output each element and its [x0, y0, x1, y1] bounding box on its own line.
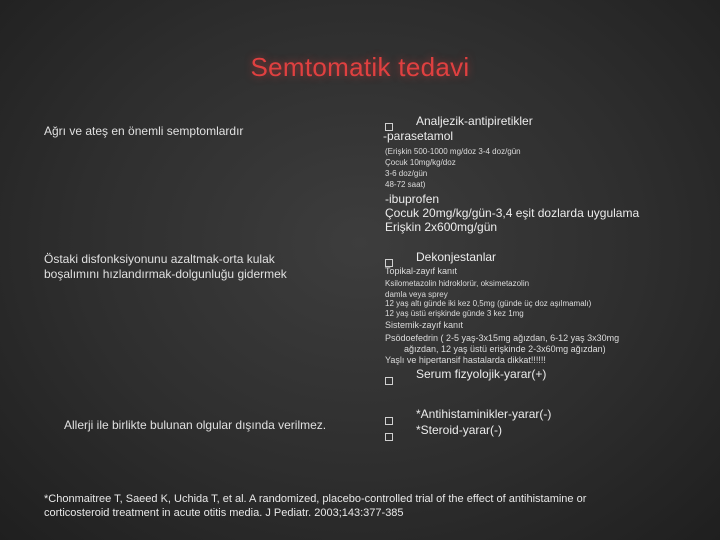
parasetamol-dose-1: (Erişkin 500-1000 mg/doz 3-4 doz/gün [385, 147, 521, 156]
serum-fizyolojik: Serum fizyolojik-yarar(+) [416, 367, 547, 381]
topikal-line-2: damla veya sprey [385, 290, 448, 299]
parasetamol: -parasetamol [383, 129, 454, 143]
analjezik-heading: Analjezik-antipiretikler [416, 114, 533, 128]
psodoefedrin-1: Psödoefedrin ( 2-5 yaş-3x15mg ağızdan, 6-12 yaş 3x30mg [385, 333, 620, 343]
left-item-pain: Ağrı ve ateş en önemli semptomlardır [44, 124, 244, 138]
left-item-allergy: Allerji ile birlikte bulunan olgular dışında verilmez. [64, 418, 327, 432]
left-item-eustachian-2: boşalımını hızlandırmak-dolgunluğu gidermek [44, 267, 287, 281]
reference-line-1: *Chonmaitree T, Saeed K, Uchida T, et al. A randomized, placebo-controlled trial of the effect of antihistamine or [44, 493, 587, 505]
bullet-box-icon [385, 372, 393, 390]
dekonjestan-heading: Dekonjestanlar [416, 250, 497, 264]
ibuprofen-child: Çocuk 20mg/kg/gün-3,4 eşit dozlarda uygulama [385, 206, 640, 220]
dikkat-warning: Yaşlı ve hipertansif hastalarda dikkat!!!!!! [385, 355, 546, 365]
sistemik: Sistemik-zayıf kanıt [385, 320, 464, 330]
parasetamol-dose-2: Çocuk 10mg/kg/doz [385, 158, 456, 167]
parasetamol-dose-4: 48-72 saat) [385, 180, 426, 189]
ibuprofen-adult: Erişkin 2x600mg/gün [385, 220, 498, 234]
left-item-eustachian-1: Östaki disfonksiyonunu azaltmak-orta kulak [44, 252, 275, 266]
reference-footer [44, 492, 684, 520]
slide-title: Semtomatik tedavi [250, 52, 470, 82]
topikal-line-3: 12 yaş altı günde iki kez 0,5mg (günde üç doz aşılmamalı) [385, 299, 592, 308]
steroid: *Steroid-yarar(-) [416, 423, 503, 437]
antihistaminikler: *Antihistaminikler-yarar(-) [416, 407, 552, 421]
topikal-line-1: Ksilometazolin hidroklorür, oksimetazolin [385, 279, 530, 288]
topikal-line-4: 12 yaş üstü erişkinde günde 3 kez 1mg [385, 309, 524, 318]
parasetamol-dose-3: 3-6 doz/gün [385, 169, 428, 178]
ibuprofen: -ibuprofen [385, 192, 440, 206]
reference-line-2: corticosteroid treatment in acute otitis media. J Pediatr. 2003;143:377-385 [44, 507, 404, 519]
bullet-box-icon [385, 428, 393, 446]
psodoefedrin-2: ağızdan, 12 yaş üstü erişkinde 2-3x60mg ağızdan) [404, 344, 606, 354]
topikal: Topikal-zayıf kanıt [385, 266, 458, 276]
